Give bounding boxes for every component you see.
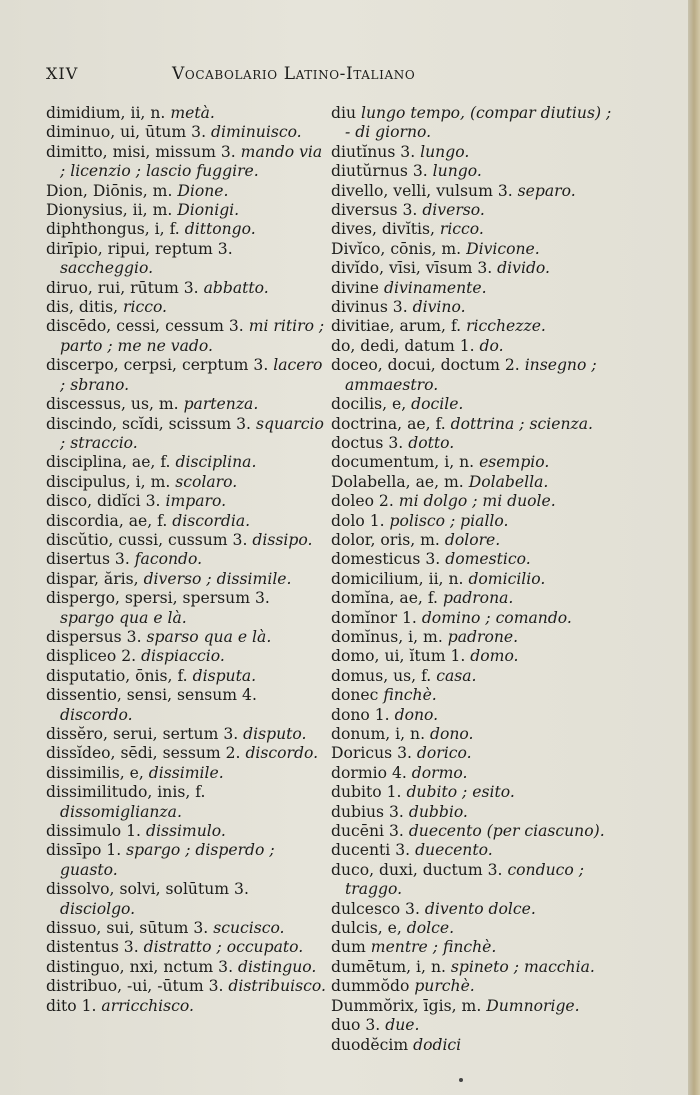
entry-headword: doctus 3. xyxy=(331,433,409,452)
dictionary-entry xyxy=(46,841,326,880)
entry-headword: domicilium, ii, n. xyxy=(331,569,469,588)
entry-headword: dulcesco 3. xyxy=(331,899,425,918)
entry-translation: dissimile. xyxy=(148,763,224,782)
dictionary-entry xyxy=(331,803,621,822)
dictionary-entry xyxy=(331,997,621,1016)
entry-headword: divine xyxy=(331,278,384,297)
entry-headword: divinus 3. xyxy=(331,298,413,317)
entry-translation: scucisco. xyxy=(213,919,285,938)
dictionary-entry xyxy=(46,958,326,977)
entry-headword: distinguo, nxi, nctum 3. xyxy=(46,957,238,976)
entry-translation: domo. xyxy=(470,647,519,666)
entry-headword: duo 3. xyxy=(331,1016,386,1035)
page-number: XIV xyxy=(46,64,79,83)
dictionary-entry xyxy=(331,841,621,860)
entry-headword: dissimilitudo, inis, f. xyxy=(46,783,206,802)
dictionary-entry xyxy=(331,453,621,472)
entry-translation: dodici xyxy=(413,1035,462,1054)
entry-headword: dormio 4. xyxy=(331,763,412,782)
entry-translation: dittongo. xyxy=(184,220,256,239)
entry-translation: finchè. xyxy=(383,686,437,705)
left-column xyxy=(46,104,326,1016)
dictionary-entry xyxy=(46,240,326,279)
entry-headword: Dummŏrix, īgis, m. xyxy=(331,996,487,1015)
entry-headword: dumētum, i, n. xyxy=(331,957,451,976)
dictionary-entry xyxy=(46,764,326,783)
dictionary-entry xyxy=(331,861,621,900)
entry-translation: separo. xyxy=(517,181,576,200)
entry-headword: doceo, docui, doctum 2. xyxy=(331,356,525,375)
entry-headword: dum xyxy=(331,938,371,957)
dictionary-entry xyxy=(46,667,326,686)
dictionary-entry xyxy=(46,880,326,919)
entry-headword: diversus 3. xyxy=(331,201,423,220)
dictionary-entry xyxy=(331,764,621,783)
entry-headword: Doricus 3. xyxy=(331,744,417,763)
dictionary-entry xyxy=(331,143,621,162)
entry-headword: diutŭrnus 3. xyxy=(331,162,433,181)
entry-translation: dono. xyxy=(394,705,439,724)
entry-headword: diu xyxy=(331,104,361,122)
dictionary-entry xyxy=(331,337,621,356)
entry-headword: dispar, ăris, xyxy=(46,569,144,588)
dictionary-entry xyxy=(46,744,326,763)
entry-translation: dubito ; esito. xyxy=(406,783,515,802)
entry-translation: duecento (per ciascuno). xyxy=(408,822,605,841)
entry-headword: domĭna, ae, f. xyxy=(331,589,443,608)
entry-translation: spargo ; disperdo ; guasto. xyxy=(60,841,275,879)
dictionary-entry xyxy=(46,104,326,123)
entry-translation: divento dolce. xyxy=(424,899,536,918)
entry-translation: mando via ; licenzio ; lascio fuggire. xyxy=(60,142,323,181)
entry-headword: dissĕro, serui, sertum 3. xyxy=(46,725,244,743)
entry-headword: diminuo, ui, ūtum 3. xyxy=(46,123,212,142)
dictionary-entry xyxy=(46,570,326,589)
dictionary-entry xyxy=(331,550,621,569)
dictionary-entry xyxy=(331,977,621,996)
dictionary-entry xyxy=(46,356,326,395)
entry-translation: padrone. xyxy=(447,627,519,646)
dictionary-entry xyxy=(46,938,326,957)
entry-headword: discordia, ae, f. xyxy=(46,511,173,530)
entry-translation: Divicone. xyxy=(466,239,540,258)
entry-translation: diverso ; dissimile. xyxy=(143,569,292,588)
entry-translation: metà. xyxy=(170,104,215,122)
entry-translation: lacero ; sbrano. xyxy=(60,356,323,394)
entry-headword: Dionysius, ii, m. xyxy=(46,201,178,220)
entry-headword: donec xyxy=(331,686,384,705)
dictionary-entry xyxy=(331,201,621,220)
dictionary-entry xyxy=(331,182,621,201)
entry-translation: scolaro. xyxy=(175,472,238,491)
entry-translation: insegno ; ammaestro. xyxy=(345,356,597,394)
dictionary-entry xyxy=(331,104,621,143)
dictionary-entry xyxy=(331,1036,621,1055)
entry-headword: dimitto, misi, missum 3. xyxy=(46,142,241,161)
entry-translation: mi ritiro ; parto ; me ne vado. xyxy=(60,317,325,355)
dictionary-entry xyxy=(46,220,326,239)
entry-translation: imparo. xyxy=(165,492,227,511)
entry-translation: purchè. xyxy=(414,977,475,996)
entry-headword: Dion, Diōnis, m. xyxy=(46,181,178,200)
entry-translation: conduco ; traggo. xyxy=(345,860,584,899)
entry-headword: dispergo, spersi, spersum 3. xyxy=(46,589,270,608)
dictionary-entry xyxy=(331,240,621,259)
dictionary-entry xyxy=(46,512,326,531)
entry-translation: spineto ; macchia. xyxy=(450,957,595,976)
entry-headword: docilis, e, xyxy=(331,395,412,414)
dictionary-entry xyxy=(46,531,326,550)
dictionary-entry xyxy=(46,143,326,182)
dictionary-entry xyxy=(46,298,326,317)
entry-headword: distribuo, -ui, -ūtum 3. xyxy=(46,977,229,996)
entry-headword: discerpo, cerpsi, cerptum 3. xyxy=(46,356,274,375)
entry-translation: distribuisco. xyxy=(228,977,326,996)
entry-translation: facondo. xyxy=(134,550,203,569)
dictionary-entry xyxy=(46,415,326,454)
entry-headword: do, dedi, datum 1. xyxy=(331,336,480,355)
dictionary-entry xyxy=(331,356,621,395)
dictionary-entry xyxy=(46,997,326,1016)
dictionary-entry xyxy=(46,395,326,414)
dictionary-entry xyxy=(331,317,621,336)
entry-headword: dissentio, sensi, sensum 4. xyxy=(46,686,257,705)
dictionary-entry xyxy=(331,900,621,919)
dictionary-entry xyxy=(331,434,621,453)
dictionary-entry xyxy=(331,395,621,414)
entry-translation: Dione. xyxy=(177,181,229,200)
dictionary-entry xyxy=(331,298,621,317)
entry-headword: disertus 3. xyxy=(46,550,135,569)
dictionary-entry xyxy=(331,492,621,511)
entry-translation: domino ; comando. xyxy=(421,608,572,627)
entry-translation: disputo. xyxy=(243,725,307,743)
entry-translation: discordia. xyxy=(172,511,251,530)
dictionary-entry xyxy=(331,531,621,550)
entry-headword: disco, didĭci 3. xyxy=(46,492,166,511)
dictionary-entry xyxy=(331,667,621,686)
entry-translation: dotto. xyxy=(408,433,455,452)
entry-translation: due. xyxy=(385,1016,420,1035)
dictionary-entry xyxy=(331,589,621,608)
entry-translation: dispiaccio. xyxy=(141,647,225,666)
entry-translation: disputa. xyxy=(192,666,257,685)
entry-headword: dives, divĭtis, xyxy=(331,220,440,239)
entry-translation: ricchezze. xyxy=(466,317,546,336)
entry-headword: dubito 1. xyxy=(331,783,407,802)
entry-headword: diruo, rui, rūtum 3. xyxy=(46,278,204,297)
dictionary-entry xyxy=(46,783,326,822)
entry-headword: dis, ditis, xyxy=(46,298,124,317)
entry-translation: lungo. xyxy=(432,162,482,181)
dictionary-entry xyxy=(46,725,326,744)
entry-translation: distratto ; occupato. xyxy=(143,938,304,957)
entry-translation: partenza. xyxy=(183,395,259,414)
dictionary-entry xyxy=(46,589,326,628)
dictionary-entry xyxy=(46,123,326,142)
entry-translation: Dolabella. xyxy=(468,472,549,491)
entry-translation: diverso. xyxy=(422,201,485,220)
entry-headword: duodĕcim xyxy=(331,1035,414,1054)
entry-headword: diutĭnus 3. xyxy=(331,142,421,161)
entry-headword: dissimilis, e, xyxy=(46,763,149,782)
entry-translation: padrona. xyxy=(442,589,514,608)
entry-translation: dissimulo. xyxy=(145,822,226,841)
dictionary-entry xyxy=(331,220,621,239)
entry-translation: divido. xyxy=(497,259,550,278)
entry-translation: lungo tempo, (compar diutius) ; - di giorno. xyxy=(345,104,612,142)
entry-translation: dormo. xyxy=(411,763,468,782)
entry-translation: dissomiglianza. xyxy=(60,802,182,821)
entry-translation: ricco. xyxy=(123,298,168,317)
entry-translation: Dionigi. xyxy=(177,201,240,220)
dictionary-entry xyxy=(331,783,621,802)
dictionary-entry xyxy=(331,570,621,589)
entry-translation: disciplina. xyxy=(175,453,257,472)
entry-translation: squarcio ; straccio. xyxy=(60,414,324,452)
dictionary-entry xyxy=(46,317,326,356)
entry-translation: polisco ; piallo. xyxy=(389,511,509,530)
dictionary-entry xyxy=(46,279,326,298)
entry-headword: dimidium, ii, n. xyxy=(46,104,171,122)
dictionary-entry xyxy=(46,453,326,472)
dictionary-entry xyxy=(331,958,621,977)
entry-translation: arricchisco. xyxy=(101,996,194,1015)
entry-headword: divitiae, arum, f. xyxy=(331,317,467,336)
dictionary-entry xyxy=(331,512,621,531)
dictionary-entry xyxy=(46,919,326,938)
entry-translation: sparso qua e là. xyxy=(146,627,272,646)
entry-translation: Dumnorige. xyxy=(486,996,580,1015)
entry-translation: diminuisco. xyxy=(211,123,302,142)
entry-translation: domestico. xyxy=(445,550,531,569)
entry-translation: dolore. xyxy=(444,530,501,549)
entry-translation: disciolgo. xyxy=(60,899,136,918)
entry-translation: discordo. xyxy=(60,705,133,724)
dictionary-entry xyxy=(331,938,621,957)
entry-headword: divello, velli, vulsum 3. xyxy=(331,181,518,200)
entry-translation: spargo qua e là. xyxy=(60,608,187,627)
entry-headword: duco, duxi, ductum 3. xyxy=(331,860,508,879)
entry-headword: dolor, oris, m. xyxy=(331,530,445,549)
entry-translation: do. xyxy=(479,336,504,355)
page-header xyxy=(46,64,606,88)
entry-headword: dissīpo 1. xyxy=(46,841,127,860)
entry-translation: esempio. xyxy=(479,453,550,472)
dictionary-entry xyxy=(331,919,621,938)
page-dot xyxy=(459,1078,463,1082)
dictionary-entry xyxy=(46,647,326,666)
entry-headword: dissuo, sui, sūtum 3. xyxy=(46,919,214,938)
entry-translation: ricco. xyxy=(439,220,484,239)
dictionary-entry xyxy=(331,415,621,434)
dictionary-entry xyxy=(331,1016,621,1035)
entry-headword: dono 1. xyxy=(331,705,395,724)
entry-headword: dissimulo 1. xyxy=(46,822,146,841)
entry-translation: docile. xyxy=(411,395,464,414)
entry-headword: divĭdo, vīsi, vīsum 3. xyxy=(331,259,498,278)
running-title: Vocabolario Latino-Italiano xyxy=(172,64,416,84)
entry-translation: distinguo. xyxy=(238,957,317,976)
entry-headword: discēdo, cessi, cessum 3. xyxy=(46,317,249,336)
entry-headword: dispersus 3. xyxy=(46,627,147,646)
dictionary-entry xyxy=(46,686,326,725)
dictionary-entry xyxy=(331,609,621,628)
dictionary-entry xyxy=(331,647,621,666)
dictionary-entry xyxy=(46,201,326,220)
entry-translation: divino. xyxy=(412,298,466,317)
entry-translation: saccheggio. xyxy=(60,259,154,278)
entry-headword: disciplina, ae, f. xyxy=(46,453,176,472)
entry-headword: dulcis, e, xyxy=(331,919,407,938)
entry-headword: discessus, us, m. xyxy=(46,395,184,414)
entry-headword: disputatio, ōnis, f. xyxy=(46,666,193,685)
dictionary-entry xyxy=(46,492,326,511)
entry-headword: domesticus 3. xyxy=(331,550,446,569)
dictionary-entry xyxy=(46,550,326,569)
dictionary-entry xyxy=(331,628,621,647)
entry-headword: Divĭco, cōnis, m. xyxy=(331,239,467,258)
entry-headword: domo, ui, ĭtum 1. xyxy=(331,647,471,666)
dictionary-entry xyxy=(46,473,326,492)
entry-translation: casa. xyxy=(436,666,477,685)
dictionary-entry xyxy=(46,628,326,647)
dictionary-entry xyxy=(331,162,621,181)
entry-headword: discipulus, i, m. xyxy=(46,472,176,491)
entry-translation: dolce. xyxy=(406,919,455,938)
entry-headword: dissĭdeo, sēdi, sessum 2. xyxy=(46,744,246,763)
entry-translation: lungo. xyxy=(420,142,470,161)
entry-headword: ducenti 3. xyxy=(331,841,416,860)
entry-translation: duecento. xyxy=(415,841,493,860)
entry-headword: documentum, i, n. xyxy=(331,453,480,472)
entry-headword: Dolabella, ae, m. xyxy=(331,472,469,491)
dictionary-entry xyxy=(331,473,621,492)
entry-translation: dorico. xyxy=(416,744,472,763)
entry-translation: dono. xyxy=(430,725,474,743)
dictionary-entry xyxy=(331,822,621,841)
entry-headword: domĭnor 1. xyxy=(331,608,422,627)
dictionary-entry xyxy=(46,977,326,996)
dictionary-entry xyxy=(331,279,621,298)
entry-translation: discordo. xyxy=(245,744,319,763)
right-column xyxy=(331,104,621,1055)
entry-translation: dubbio. xyxy=(408,802,468,821)
dictionary-entry xyxy=(331,259,621,278)
dictionary-entry xyxy=(46,182,326,201)
entry-headword: discŭtio, cussi, cussum 3. xyxy=(46,530,253,549)
entry-headword: donum, i, n. xyxy=(331,725,431,743)
page-edge xyxy=(688,0,700,1095)
dictionary-entry xyxy=(46,822,326,841)
entry-translation: abbatto. xyxy=(203,278,269,297)
entry-headword: distentus 3. xyxy=(46,938,144,957)
entry-headword: diphthongus, i, f. xyxy=(46,220,185,239)
entry-headword: doctrina, ae, f. xyxy=(331,414,451,433)
entry-translation: mi dolgo ; mi duole. xyxy=(398,492,556,511)
entry-headword: dirīpio, ripui, reptum 3. xyxy=(46,239,233,258)
dictionary-entry xyxy=(331,744,621,763)
entry-headword: discindo, scĭdi, scissum 3. xyxy=(46,414,256,433)
entry-headword: domĭnus, i, m. xyxy=(331,627,448,646)
entry-headword: doleo 2. xyxy=(331,492,399,511)
entry-headword: dito 1. xyxy=(46,996,102,1015)
entry-translation: mentre ; finchè. xyxy=(370,938,497,957)
entry-headword: dummŏdo xyxy=(331,977,415,996)
entry-headword: domus, us, f. xyxy=(331,666,437,685)
dictionary-entry xyxy=(331,725,621,744)
entry-headword: displiceo 2. xyxy=(46,647,142,666)
entry-headword: dubius 3. xyxy=(331,802,409,821)
entry-translation: divinamente. xyxy=(384,278,487,297)
dictionary-entry xyxy=(331,686,621,705)
entry-translation: domicilio. xyxy=(468,569,546,588)
dictionary-entry xyxy=(331,706,621,725)
entry-translation: dottrina ; scienza. xyxy=(450,414,593,433)
entry-translation: dissipo. xyxy=(252,530,313,549)
entry-headword: dissolvo, solvi, solūtum 3. xyxy=(46,880,249,899)
entry-headword: ducēni 3. xyxy=(331,822,409,841)
entry-headword: dolo 1. xyxy=(331,511,390,530)
